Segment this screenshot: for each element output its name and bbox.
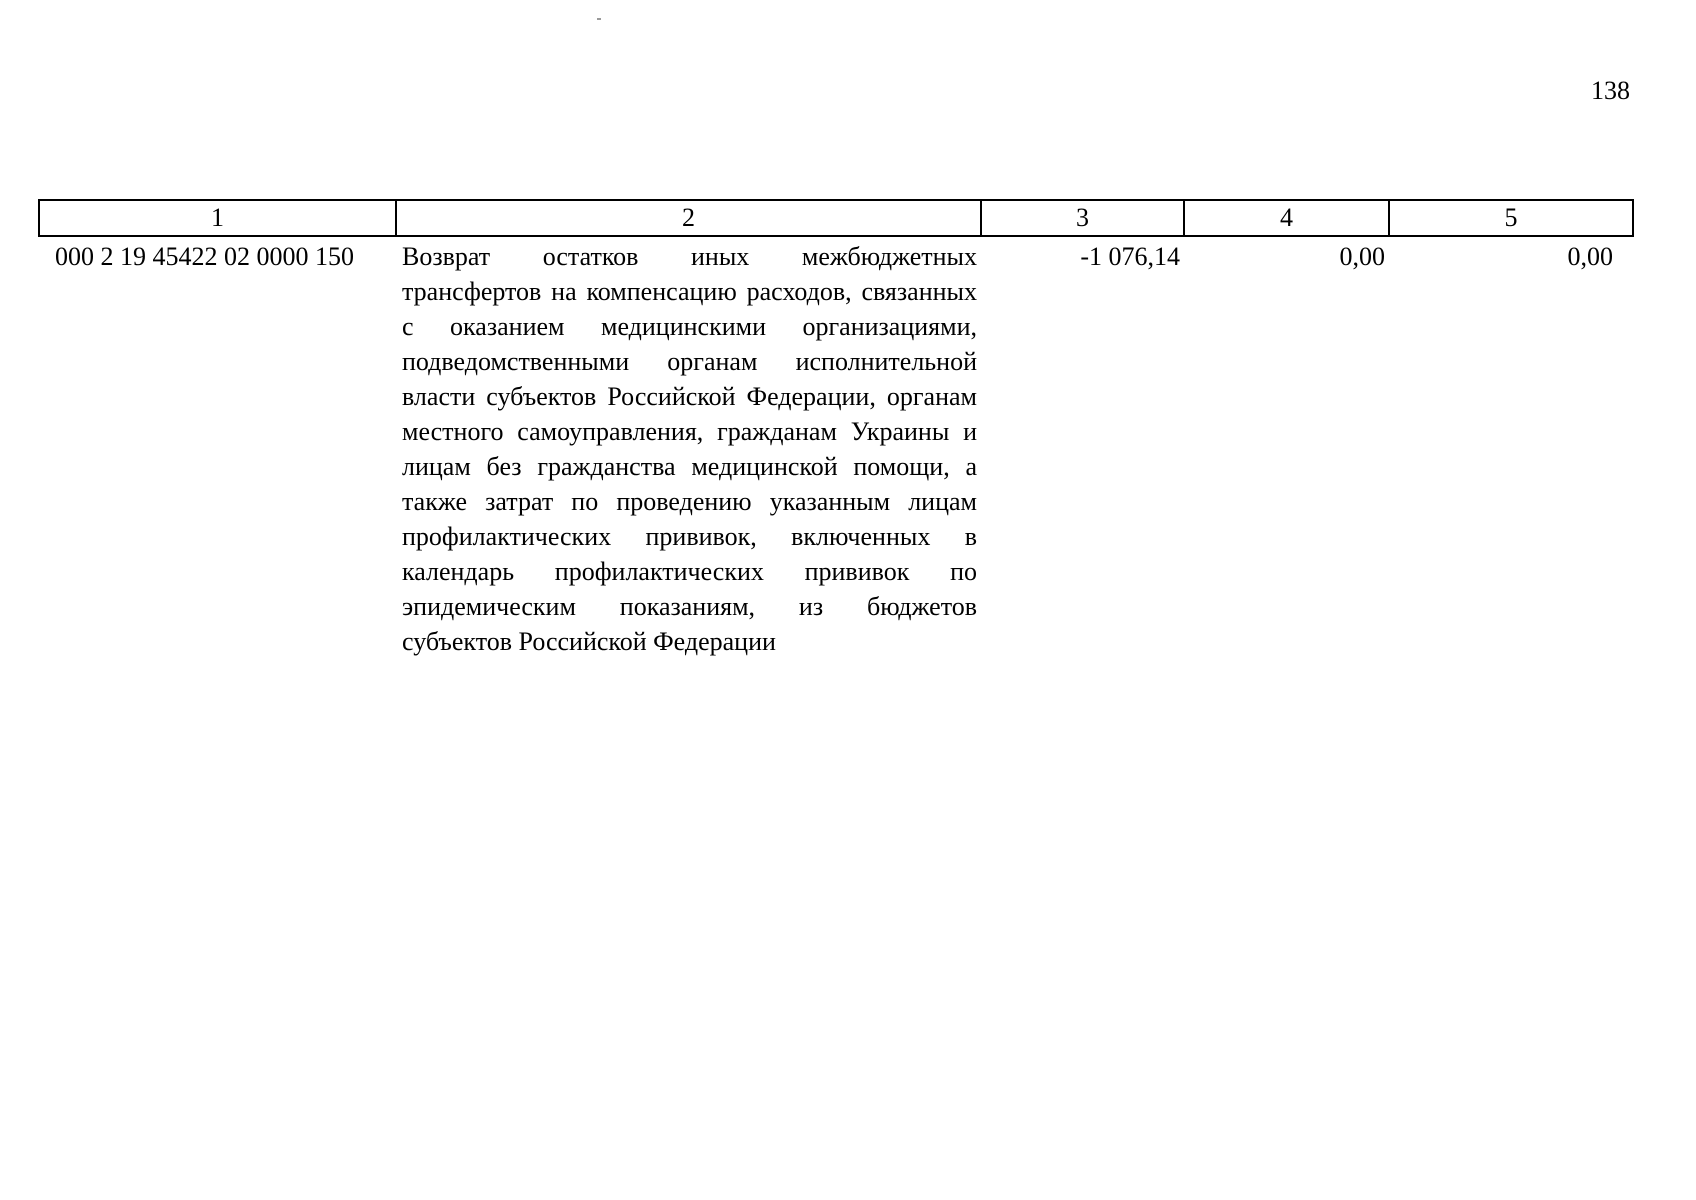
table-header-row [39, 200, 1633, 236]
column-header-5: 5 [1389, 200, 1633, 236]
page-number: 138 [1591, 76, 1630, 105]
column-header-3: 3 [981, 200, 1184, 236]
amount-column-5: 0,00 [1567, 242, 1613, 271]
amount-column-4: 0,00 [1339, 242, 1385, 271]
revenue-description: Возврат остатков иных межбюджетных трансфертов на компенсацию расходов, связанных с оказанием медицинскими организациями, подведомственными органам исполнительной власти субъектов Российской Федерации, органам местного самоуправления, гражданам Украины и лицам без гражданства медицинской помощи, а также затрат по проведению указанным лицам профилактических прививок, включенных в календарь профилактических прививок по эпидемическим показаниям, из бюджетов субъектов Российской Федерации [402, 242, 977, 656]
column-header-2: 2 [396, 200, 981, 236]
amount-column-3: -1 076,14 [1080, 242, 1180, 271]
scan-artifact-mark [597, 18, 601, 20]
column-header-4: 4 [1184, 200, 1389, 236]
budget-table [38, 199, 1634, 660]
column-header-1: 1 [39, 200, 396, 236]
budget-classification-code: 000 2 19 45422 02 0000 150 [55, 242, 354, 271]
table-row [39, 236, 1633, 660]
